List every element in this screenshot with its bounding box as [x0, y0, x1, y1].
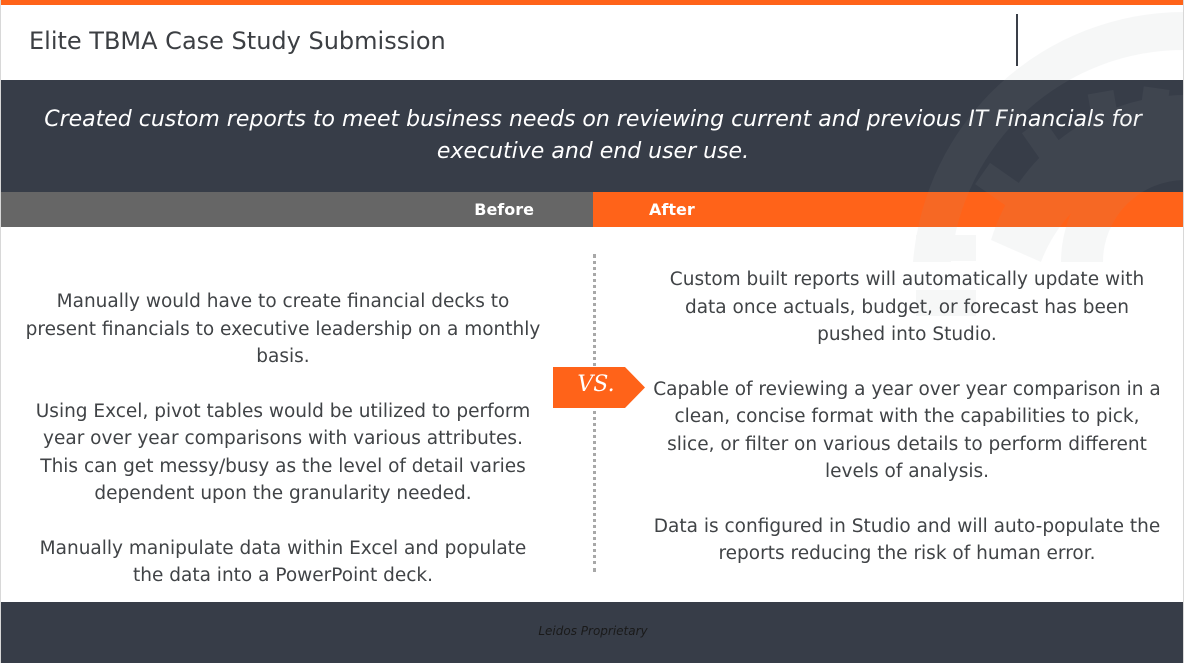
before-label: Before	[474, 200, 534, 219]
footer-bar	[1, 602, 1184, 663]
headline-text: Created custom reports to meet business needs on reviewing current and previous IT Financials for executive and end user use.	[44, 107, 1142, 164]
before-point-1: Manually would have to create financial decks to present financials to executive leadership on a monthly basis.	[25, 291, 541, 367]
slide-title: Elite TBMA Case Study Submission	[29, 27, 446, 55]
headline-banner	[1, 80, 1184, 192]
dotted-divider	[593, 254, 596, 572]
top-accent-bar	[1, 0, 1184, 5]
title-divider	[1016, 14, 1018, 66]
after-point-1: Custom built reports will automatically update with data once actuals, budget, or forecast has been pushed into Studio.	[669, 269, 1145, 345]
before-point-2: Using Excel, pivot tables would be utilized to perform year over year comparisons with various attributes. This can get messy/busy as the level of detail varies dependent upon the granularity needed.	[35, 400, 531, 504]
vs-label: VS.	[577, 372, 615, 397]
footer-proprietary-text: Leidos Proprietary	[538, 624, 648, 638]
before-header	[1, 192, 593, 227]
after-point-3: Data is configured in Studio and will auto-populate the reports reducing the risk of human error.	[653, 515, 1161, 564]
after-label: After	[649, 200, 695, 219]
before-point-3: Manually manipulate data within Excel and populate the data into a PowerPoint deck.	[39, 537, 527, 586]
after-header	[593, 192, 1184, 227]
after-point-2: Capable of reviewing a year over year comparison in a clean, concise format with the capabilities to pick, slice, or filter on various details to perform different levels of analysis.	[653, 378, 1161, 482]
after-column	[651, 266, 1163, 595]
before-column	[23, 288, 543, 617]
